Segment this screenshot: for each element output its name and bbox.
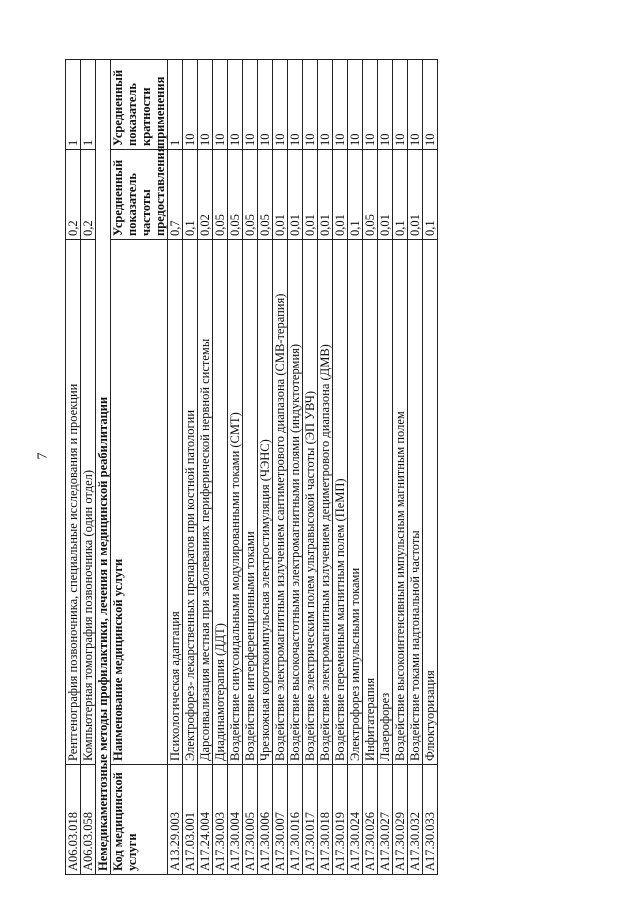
section-title: Немедикаментозные методы профилактики, лечения и медицинской реабилитации — [96, 60, 111, 875]
mult-cell: 10 — [228, 60, 243, 150]
mult-cell: 10 — [318, 60, 333, 150]
name-cell: Воздействие токами надтональной частоты — [408, 240, 423, 765]
code-cell: A17.30.029 — [393, 765, 408, 875]
freq-cell: 0,2 — [66, 150, 81, 240]
freq-cell: 0,01 — [303, 150, 318, 240]
code-cell: A17.30.033 — [423, 765, 438, 875]
freq-cell: 0,01 — [333, 150, 348, 240]
freq-cell: 0,05 — [243, 150, 258, 240]
name-cell: Воздействие электромагнитным излучением сантиметрового диапазона (СМВ-терапия) — [273, 240, 288, 765]
header-freq: Усредненный показатель частоты предоставления — [111, 150, 168, 240]
table-row — [318, 60, 333, 875]
freq-cell: 0,02 — [198, 150, 213, 240]
services-table — [65, 59, 438, 875]
mult-cell: 10 — [198, 60, 213, 150]
freq-cell: 0,1 — [348, 150, 363, 240]
name-cell: Чрезкожная короткоимпульсная электростимуляция (ЧЭНС) — [258, 240, 273, 765]
code-cell: A17.24.004 — [198, 765, 213, 875]
freq-cell: 0,05 — [363, 150, 378, 240]
code-cell: A17.30.026 — [363, 765, 378, 875]
mult-cell: 10 — [243, 60, 258, 150]
table-row — [258, 60, 273, 875]
mult-cell: 10 — [348, 60, 363, 150]
mult-cell: 10 — [393, 60, 408, 150]
code-cell: A17.30.006 — [258, 765, 273, 875]
name-cell: Воздействие интерференционными токами — [243, 240, 258, 765]
code-cell: A17.30.016 — [288, 765, 303, 875]
table-row — [303, 60, 318, 875]
name-cell: Инфитатерапия — [363, 240, 378, 765]
table-row — [213, 60, 228, 875]
header-mult: Усредненный показатель кратности применения — [111, 60, 168, 150]
code-cell: A17.03.001 — [183, 765, 198, 875]
code-cell: A17.30.003 — [213, 765, 228, 875]
code-cell: A17.30.004 — [228, 765, 243, 875]
name-cell: Флюктуоризация — [423, 240, 438, 765]
code-cell: A17.30.024 — [348, 765, 363, 875]
mult-cell: 10 — [258, 60, 273, 150]
table-row — [378, 60, 393, 875]
freq-cell: 0,05 — [228, 150, 243, 240]
code-cell: A17.30.007 — [273, 765, 288, 875]
header-row — [111, 60, 168, 875]
table-row — [363, 60, 378, 875]
name-cell: Воздействие высокоинтенсивным импульсным магнитным полем — [393, 240, 408, 765]
freq-cell: 0,01 — [408, 150, 423, 240]
table-row — [81, 60, 96, 875]
table-row — [333, 60, 348, 875]
name-cell: Лазерофорез — [378, 240, 393, 765]
freq-cell: 0,1 — [423, 150, 438, 240]
name-cell: Компьютерная томография позвоночника (один отдел) — [81, 240, 96, 765]
table-row — [348, 60, 363, 875]
section-row — [96, 60, 111, 875]
mult-cell: 10 — [423, 60, 438, 150]
name-cell: Электрофорез импульсными токами — [348, 240, 363, 765]
mult-cell: 10 — [273, 60, 288, 150]
table-row — [66, 60, 81, 875]
mult-cell: 10 — [408, 60, 423, 150]
table-row — [183, 60, 198, 875]
table-row — [228, 60, 243, 875]
freq-cell: 0,05 — [213, 150, 228, 240]
freq-cell: 0,01 — [378, 150, 393, 240]
name-cell: Психологическая адаптация — [168, 240, 183, 765]
name-cell: Воздействие переменным магнитным полем (ПеМП) — [333, 240, 348, 765]
freq-cell: 0,2 — [81, 150, 96, 240]
freq-cell: 0,05 — [258, 150, 273, 240]
code-cell: A13.29.003 — [168, 765, 183, 875]
header-name: Наименование медицинской услуги — [111, 240, 168, 765]
freq-cell: 0,01 — [318, 150, 333, 240]
code-cell: A17.30.027 — [378, 765, 393, 875]
mult-cell: 10 — [378, 60, 393, 150]
mult-cell: 1 — [81, 60, 96, 150]
code-cell: A17.30.019 — [333, 765, 348, 875]
code-cell: A06.03.058 — [81, 765, 96, 875]
code-cell: A17.30.018 — [318, 765, 333, 875]
mult-cell: 1 — [66, 60, 81, 150]
code-cell: A17.30.032 — [408, 765, 423, 875]
code-cell: A17.30.017 — [303, 765, 318, 875]
code-cell: A17.30.005 — [243, 765, 258, 875]
name-cell: Воздействие электрическим полем ультравысокой частоты (ЭП УВЧ) — [303, 240, 318, 765]
mult-cell: 10 — [288, 60, 303, 150]
name-cell: Дарсонвализация местная при заболеваниях периферической нервной системы — [198, 240, 213, 765]
table-row — [273, 60, 288, 875]
freq-cell: 0,1 — [393, 150, 408, 240]
table-row — [423, 60, 438, 875]
name-cell: Рентгенография позвоночника, специальные исследования и проекции — [66, 240, 81, 765]
freq-cell: 0,1 — [183, 150, 198, 240]
name-cell: Воздействие электромагнитным излучением дециметрового диапазона (ДМВ) — [318, 240, 333, 765]
mult-cell: 10 — [303, 60, 318, 150]
table-row — [393, 60, 408, 875]
table-row — [288, 60, 303, 875]
name-cell: Воздействие синусоидальными модулированными токами (СМТ) — [228, 240, 243, 765]
table-row — [408, 60, 423, 875]
freq-cell: 0,01 — [273, 150, 288, 240]
rotated-table-container — [65, 60, 625, 875]
name-cell: Диадинамотерапия (ДДТ) — [213, 240, 228, 765]
mult-cell: 10 — [363, 60, 378, 150]
header-code: Код медицинской услуги — [111, 765, 168, 875]
page-number: 7 — [35, 452, 51, 460]
mult-cell: 1 — [168, 60, 183, 150]
table-row — [198, 60, 213, 875]
code-cell: A06.03.018 — [66, 765, 81, 875]
name-cell: Электрофорез- лекарственных препаратов при костной патологии — [183, 240, 198, 765]
table-row — [243, 60, 258, 875]
table-row — [168, 60, 183, 875]
mult-cell: 10 — [183, 60, 198, 150]
mult-cell: 10 — [333, 60, 348, 150]
freq-cell: 0,7 — [168, 150, 183, 240]
name-cell: Воздействие высокочастотными электромагнитными полями (индуктотермия) — [288, 240, 303, 765]
freq-cell: 0,01 — [288, 150, 303, 240]
mult-cell: 10 — [213, 60, 228, 150]
